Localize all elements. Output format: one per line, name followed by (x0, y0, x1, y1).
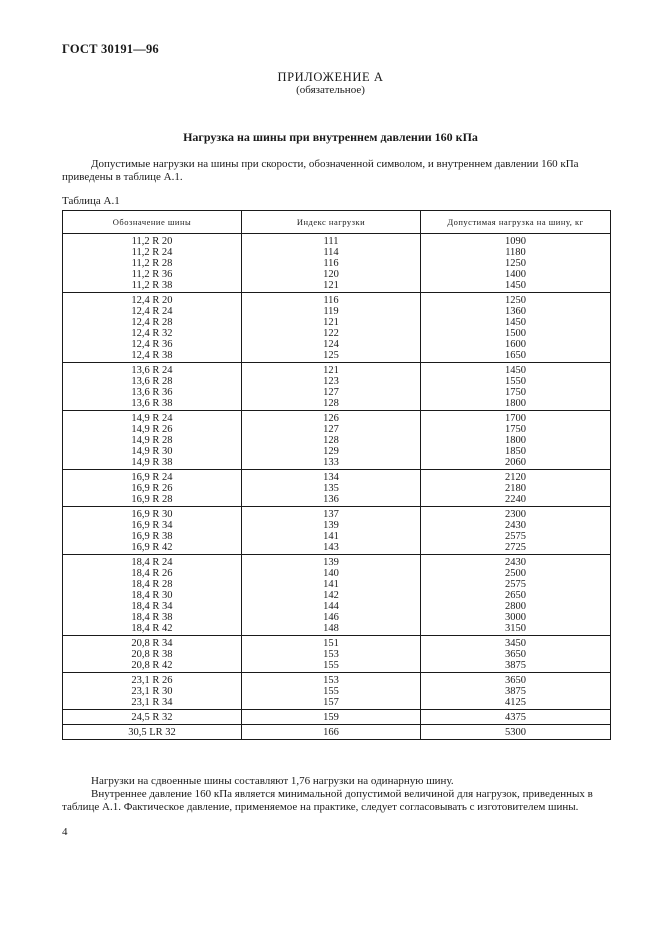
table-row-group (63, 507, 611, 555)
table-cell-value: 14,9 R 28 (131, 435, 173, 446)
table-cell-value: 11,2 R 20 (131, 236, 173, 247)
table-cell-value: 121 (323, 365, 339, 376)
table-body (63, 234, 611, 740)
table-cell-value: 1450 (505, 365, 526, 376)
table-cell-value: 3650 (505, 675, 526, 686)
column-header-permissible-load: Допустимая нагрузка на шину, кг (421, 211, 611, 234)
table-cell-value: 20,8 R 34 (131, 638, 173, 649)
table-cell-value: 20,8 R 38 (131, 649, 173, 660)
table-cell-value: 142 (323, 590, 339, 601)
table-cell-value: 2180 (505, 483, 526, 494)
table-cell-value: 16,9 R 26 (131, 483, 173, 494)
table-cell-value: 13,6 R 24 (131, 365, 173, 376)
permissible-load-cell (421, 636, 611, 673)
column-header-designation: Обозначение шины (63, 211, 242, 234)
table-cell-value: 1550 (505, 376, 526, 387)
table-cell-value: 3875 (505, 686, 526, 697)
table-row-group (63, 725, 611, 740)
table-row-group (63, 636, 611, 673)
load-index-cell (242, 636, 421, 673)
table-cell-value: 126 (323, 413, 339, 424)
table-cell-value: 18,4 R 28 (131, 579, 173, 590)
table-cell-value: 120 (323, 269, 339, 280)
table-cell-value: 2430 (505, 520, 526, 531)
table-cell-value: 13,6 R 28 (131, 376, 173, 387)
table-cell-value: 159 (323, 712, 339, 723)
table-cell-value: 14,9 R 38 (131, 457, 173, 468)
table-cell-value: 11,2 R 24 (131, 247, 173, 258)
load-index-cell (242, 470, 421, 507)
table-cell-value: 148 (323, 623, 339, 634)
load-index-cell (242, 293, 421, 363)
tire-designation-cell (63, 673, 242, 710)
table-cell-value: 1800 (505, 435, 526, 446)
table-cell-value: 157 (323, 697, 339, 708)
table-cell-value: 2500 (505, 568, 526, 579)
table-cell-value: 11,2 R 36 (131, 269, 173, 280)
table-cell-value: 3000 (505, 612, 526, 623)
table-cell-value: 23,1 R 34 (131, 697, 173, 708)
table-cell-value: 13,6 R 38 (131, 398, 173, 409)
permissible-load-cell (421, 673, 611, 710)
table-cell-value: 125 (323, 350, 339, 361)
appendix-status: (обязательное) (296, 84, 365, 96)
permissible-load-cell (421, 710, 611, 725)
table-cell-value: 1250 (505, 295, 526, 306)
table-cell-value: 151 (323, 638, 339, 649)
document-header: ГОСТ 30191—96 (62, 42, 159, 56)
table-cell-value: 16,9 R 30 (131, 509, 173, 520)
load-index-cell (242, 555, 421, 636)
table-cell-value: 155 (323, 660, 339, 671)
tire-designation-cell (63, 411, 242, 470)
table-cell-value: 141 (323, 531, 339, 542)
table-cell-value: 11,2 R 28 (131, 258, 173, 269)
table-cell-value: 139 (323, 557, 339, 568)
table-cell-value: 141 (323, 579, 339, 590)
tire-designation-cell (63, 555, 242, 636)
load-index-cell (242, 234, 421, 293)
table-cell-value: 4375 (505, 712, 526, 723)
table-cell-value: 144 (323, 601, 339, 612)
permissible-load-cell (421, 293, 611, 363)
note-dual-tires: Нагрузки на сдвоенные шины составляют 1,76 нагрузки на одинарную шину. (91, 775, 454, 787)
intro-paragraph: Допустимые нагрузки на шины при скорости, обозначенной символом, и внутреннем давлении 160 кПа приведены в таблице А.1. (62, 158, 579, 183)
tire-designation-cell (63, 710, 242, 725)
table-cell-value: 1700 (505, 413, 526, 424)
table-cell-value: 18,4 R 26 (131, 568, 173, 579)
table-cell-value: 3650 (505, 649, 526, 660)
tire-designation-cell (63, 636, 242, 673)
table-cell-value: 1750 (505, 424, 526, 435)
table-cell-value: 143 (323, 542, 339, 553)
table-cell-value: 121 (323, 280, 339, 291)
table-cell-value: 136 (323, 494, 339, 505)
load-index-cell (242, 710, 421, 725)
tire-designation-cell (63, 234, 242, 293)
table-cell-value: 116 (323, 295, 339, 306)
table-cell-value: 3450 (505, 638, 526, 649)
table-cell-value: 16,9 R 42 (131, 542, 173, 553)
table-cell-value: 24,5 R 32 (131, 712, 173, 723)
permissible-load-cell (421, 470, 611, 507)
table-cell-value: 137 (323, 509, 339, 520)
table-cell-value: 12,4 R 28 (131, 317, 173, 328)
table-cell-value: 18,4 R 38 (131, 612, 173, 623)
table-cell-value: 2430 (505, 557, 526, 568)
table-cell-value: 14,9 R 30 (131, 446, 173, 457)
permissible-load-cell (421, 507, 611, 555)
table-row-group (63, 411, 611, 470)
permissible-load-cell (421, 363, 611, 411)
table-cell-value: 14,9 R 24 (131, 413, 173, 424)
table-cell-value: 128 (323, 398, 339, 409)
table-cell-value: 1400 (505, 269, 526, 280)
load-index-cell (242, 411, 421, 470)
tire-designation-cell (63, 470, 242, 507)
load-index-cell (242, 363, 421, 411)
table-row-group (63, 234, 611, 293)
table-cell-value: 2650 (505, 590, 526, 601)
table-cell-value: 1850 (505, 446, 526, 457)
load-index-cell (242, 507, 421, 555)
table-cell-value: 146 (323, 612, 339, 623)
table-cell-value: 111 (323, 236, 339, 247)
table-cell-value: 30,5 LR 32 (128, 727, 176, 738)
table-cell-value: 12,4 R 24 (131, 306, 173, 317)
table-cell-value: 123 (323, 376, 339, 387)
tire-designation-cell (63, 725, 242, 740)
table-cell-value: 114 (323, 247, 339, 258)
table-caption: Таблица А.1 (62, 195, 120, 207)
table-cell-value: 5300 (505, 727, 526, 738)
table-cell-value: 1800 (505, 398, 526, 409)
permissible-load-cell (421, 555, 611, 636)
tire-designation-cell (63, 507, 242, 555)
table-header-row (63, 211, 611, 234)
table-cell-value: 12,4 R 20 (131, 295, 173, 306)
table-cell-value: 1360 (505, 306, 526, 317)
table-cell-value: 12,4 R 32 (131, 328, 173, 339)
table-cell-value: 124 (323, 339, 339, 350)
table-cell-value: 18,4 R 24 (131, 557, 173, 568)
permissible-load-cell (421, 411, 611, 470)
table-cell-value: 127 (323, 424, 339, 435)
table-cell-value: 1450 (505, 317, 526, 328)
table-row-group (63, 555, 611, 636)
table-cell-value: 153 (323, 675, 339, 686)
table-cell-value: 3150 (505, 623, 526, 634)
table-cell-value: 12,4 R 36 (131, 339, 173, 350)
permissible-load-cell (421, 725, 611, 740)
table-cell-value: 134 (323, 472, 339, 483)
table-cell-value: 1600 (505, 339, 526, 350)
table-cell-value: 2575 (505, 531, 526, 542)
table-cell-value: 1750 (505, 387, 526, 398)
load-index-cell (242, 673, 421, 710)
table-cell-value: 153 (323, 649, 339, 660)
table-cell-value: 16,9 R 24 (131, 472, 173, 483)
table-cell-value: 4125 (505, 697, 526, 708)
table-cell-value: 16,9 R 28 (131, 494, 173, 505)
table-cell-value: 2725 (505, 542, 526, 553)
table-cell-value: 2800 (505, 601, 526, 612)
table-cell-value: 2300 (505, 509, 526, 520)
column-header-load-index: Индекс нагрузки (242, 211, 421, 234)
table-cell-value: 140 (323, 568, 339, 579)
table-cell-value: 135 (323, 483, 339, 494)
notes (62, 775, 610, 814)
table-cell-value: 1650 (505, 350, 526, 361)
table-cell-value: 1450 (505, 280, 526, 291)
table-cell-value: 13,6 R 36 (131, 387, 173, 398)
load-table (62, 210, 611, 740)
tire-designation-cell (63, 293, 242, 363)
table-cell-value: 2060 (505, 457, 526, 468)
table-row-group (63, 363, 611, 411)
table-cell-value: 18,4 R 42 (131, 623, 173, 634)
table-cell-value: 122 (323, 328, 339, 339)
section-title: Нагрузка на шины при внутреннем давлении 160 кПа (183, 130, 478, 144)
table-cell-value: 119 (323, 306, 339, 317)
table-cell-value: 2240 (505, 494, 526, 505)
table-cell-value: 23,1 R 30 (131, 686, 173, 697)
table-cell-value: 20,8 R 42 (131, 660, 173, 671)
table-cell-value: 3875 (505, 660, 526, 671)
appendix-title: ПРИЛОЖЕНИЕ А (277, 70, 384, 84)
table-cell-value: 121 (323, 317, 339, 328)
table-cell-value: 23,1 R 26 (131, 675, 173, 686)
table-cell-value: 18,4 R 34 (131, 601, 173, 612)
table-cell-value: 14,9 R 26 (131, 424, 173, 435)
table-cell-value: 1090 (505, 236, 526, 247)
note-pressure: Внутреннее давление 160 кПа является минимальной допустимой величиной для нагрузок, приведенных в таблице А.1. Фактическое давление, применяемое на практике, следует согласовывать с изготовителем шины. (62, 788, 593, 813)
table-cell-value: 11,2 R 38 (131, 280, 173, 291)
table-cell-value: 139 (323, 520, 339, 531)
table-cell-value: 1250 (505, 258, 526, 269)
table-cell-value: 2120 (505, 472, 526, 483)
table-cell-value: 1500 (505, 328, 526, 339)
table-cell-value: 16,9 R 34 (131, 520, 173, 531)
table-cell-value: 155 (323, 686, 339, 697)
table-row-group (63, 673, 611, 710)
permissible-load-cell (421, 234, 611, 293)
table-cell-value: 166 (323, 727, 339, 738)
table-cell-value: 18,4 R 30 (131, 590, 173, 601)
table-cell-value: 1180 (505, 247, 526, 258)
table-row-group (63, 293, 611, 363)
table-cell-value: 12,4 R 38 (131, 350, 173, 361)
table-row-group (63, 470, 611, 507)
table-cell-value: 133 (323, 457, 339, 468)
table-cell-value: 116 (323, 258, 339, 269)
table-cell-value: 2575 (505, 579, 526, 590)
table-cell-value: 127 (323, 387, 339, 398)
page-number: 4 (62, 826, 68, 838)
table-row-group (63, 710, 611, 725)
table-cell-value: 128 (323, 435, 339, 446)
load-index-cell (242, 725, 421, 740)
table-cell-value: 16,9 R 38 (131, 531, 173, 542)
tire-designation-cell (63, 363, 242, 411)
table-cell-value: 129 (323, 446, 339, 457)
